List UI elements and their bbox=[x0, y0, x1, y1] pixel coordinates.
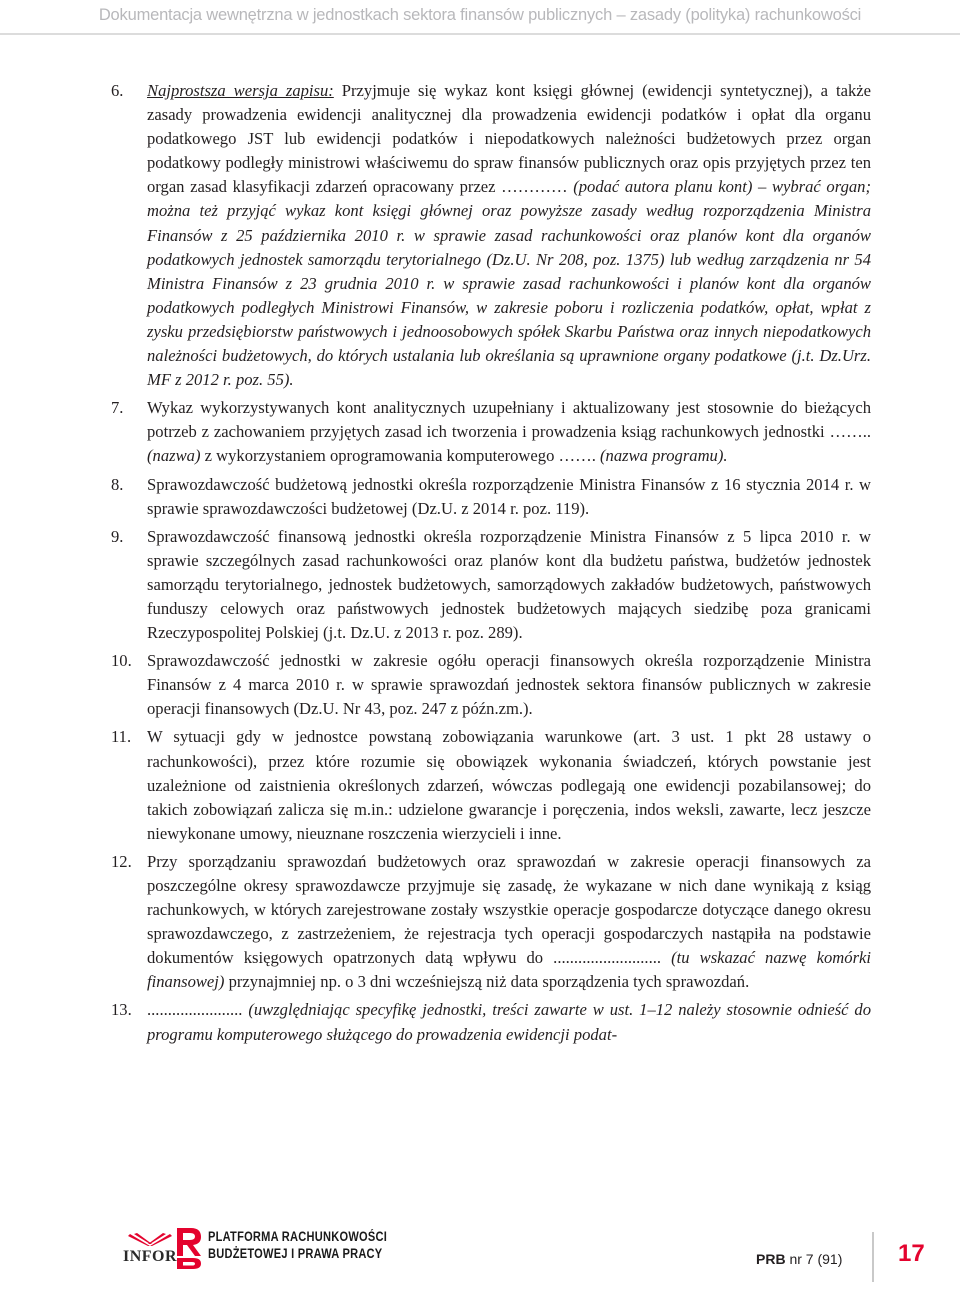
list-item-11 bbox=[111, 725, 871, 845]
list-item-13 bbox=[111, 998, 871, 1046]
item-lead: Najprostsza wersja zapisu: bbox=[147, 81, 334, 100]
footer-divider bbox=[872, 1232, 874, 1282]
list-item-12 bbox=[111, 850, 871, 995]
list-item-7 bbox=[111, 396, 871, 468]
issue-number: PRB nr 7 (91) bbox=[756, 1251, 843, 1267]
item-text: Sprawozdawczość budżetową jednostki określa rozporządzenie Ministra Finansów z 16 stycznia 2014 r. w sprawie sprawozdawczości budżetowej (Dz.U. z 2014 r. poz. 119). bbox=[147, 474, 871, 518]
item-text: Przy sporządzaniu sprawozdań budżetowych oraz sprawozdań w zakresie operacji finansowych za poszczególne okresy sprawozdawcze przyjmuje się zasadę, że wykazane w nich dane wynikają z ksiąg rachunkowych, w których zarejestrowane zostały wszystkie operacje gospodarcze dotyczące danego okresu sprawozdawczego, z zastrzeżeniem, że rejestracja tych operacji gospodarczych nastąpiła na podstawie dokumentów księgowych opatrzonych datą wpływu do .......................... (tu wskazać nazwę komórki finansowej) przynajmniej np. o 3 dni wcześniejszą niż data sporządzenia tych sprawozdań. bbox=[147, 851, 871, 992]
item-text: Najprostsza wersja zapisu: Przyjmuje się wykaz kont księgi głównej (ewidencji syntetycznej), a także zasady prowadzenia ewidencji analitycznej dla prowadzenia ewidencji podatków i opłat dla organu podatkowego JST lub ewidencji podatków i niepodatkowych należności budżetowych przez organ podatkowy podległy ministrowi właściwemu do spraw finansów publicznych oraz opis przyjętych przez ten organ zasad klasyfikacji zdarzeń opracowany przez ………… (podać autora planu kont) – wybrać organ; można też przyjąć wykaz kont księgi głównej oraz powyższe zasady według rozporządzenia Ministra Finansów z 25 października 2010 r. w sprawie zasad rachunkowości oraz planów kont dla organów podatkowych jednostek samorządu terytorialnego (Dz.U. Nr 208, poz. 1375) lub według zarządzenia nr 54 Ministra Finansów z 23 grudnia 2010 r. w sprawie zasad rachunkowości i planów kont dla organów podatkowych podległych Ministrowi Finansów, w zakresie poboru i rozliczenia podatków, opłat, wpłat z zysku przedsiębiorstw państwowych i jednoosobowych spółek Skarbu Państwa oraz innych niepodatkowych należności budżetowych, do których ustalania lub określania są uprawnione organy podatkowe (j.t. Dz.Urz. MF z 2012 r. poz. 55). bbox=[147, 81, 871, 390]
item-number: 12. bbox=[111, 851, 132, 871]
platform-name: PLATFORMA RACHUNKOWOŚCI BUDŻETOWEJ I PRAWA PRACY bbox=[208, 1229, 388, 1261]
infor-wing-icon bbox=[126, 1232, 174, 1248]
item-number: 10. bbox=[111, 651, 132, 671]
infor-wordmark: INFOR bbox=[122, 1248, 178, 1265]
item-number: 7. bbox=[111, 398, 124, 418]
item-number: 13. bbox=[111, 1000, 132, 1020]
running-header: Dokumentacja wewnętrzna w jednostkach sektora finansów publicznych – zasady (polityka) rachunkowości bbox=[98, 6, 862, 24]
item-number: 9. bbox=[111, 526, 124, 546]
list-item-8 bbox=[111, 473, 871, 521]
item-number: 8. bbox=[111, 474, 124, 494]
infor-logo bbox=[120, 1230, 180, 1266]
item-text: Wykaz wykorzystywanych kont analitycznych uzupełniany i aktualizowany jest stosownie do bieżących potrzeb z zachowaniem przyjętych zasad ich tworzenia i prowadzenia ksiąg rachunkowych jednostki …….. (nazwa) z wykorzystaniem oprogramowania komputerowego ……. (nazwa programu). bbox=[147, 398, 871, 466]
item-text: ....................... (uwzględniając specyfikę jednostki, treści zawarte w ust. 1–12 należy stosownie odnieść do programu komputerowego służącego do prowadzenia ewidencji podat- bbox=[147, 1000, 872, 1044]
item-text: Sprawozdawczość finansową jednostki określa rozporządzenie Ministra Finansów z 5 lipca 2010 r. w sprawie szczególnych zasad rachunkowości oraz planów kont dla budżetu państwa, budżetów jednostek samorządu terytorialnego, jednostek budżetowych, samorządowych zakładów budżetowych, państwowych funduszy celowych oraz państwowych jednostek budżetowych mających siedzibę poza granicami Rzeczypospolitej Polskiej (j.t. Dz.U. z 2013 r. poz. 289). bbox=[147, 526, 871, 643]
item-text: W sytuacji gdy w jednostce powstaną zobowiązania warunkowe (art. 3 ust. 1 pkt 28 ustawy o rachunkowości), przez które rozumie się obowiązek wykonania świadczeń, których powstanie jest uzależnione od zaistnienia określonych zdarzeń, wówczas podlegają one ewidencji pozabilansowej; do takich zobowiązań zalicza się m.in.: udzielone gwarancje i poręczenia, indos weksli, zawarte, lecz jeszcze niewykonane umowy, nieuznane roszczenia wierzycieli i inne. bbox=[147, 727, 871, 843]
page-number: 17 bbox=[898, 1240, 925, 1267]
rb-logo-icon bbox=[174, 1224, 204, 1272]
page-footer bbox=[0, 1218, 960, 1307]
list-item-6 bbox=[111, 79, 871, 392]
list-item-10 bbox=[111, 649, 871, 721]
header-divider bbox=[0, 33, 960, 35]
item-number: 11. bbox=[111, 727, 132, 747]
list-item-9 bbox=[111, 525, 871, 645]
item-number: 6. bbox=[111, 81, 124, 100]
document-body bbox=[111, 79, 871, 1051]
item-text: Sprawozdawczość jednostki w zakresie ogółu operacji finansowych określa rozporządzenie Ministra Finansów z 4 marca 2010 r. w sprawie sprawozdań jednostek sektora finansów publicznych w zakresie operacji finansowych (Dz.U. Nr 43, poz. 247 z późn.zm.). bbox=[147, 651, 871, 719]
